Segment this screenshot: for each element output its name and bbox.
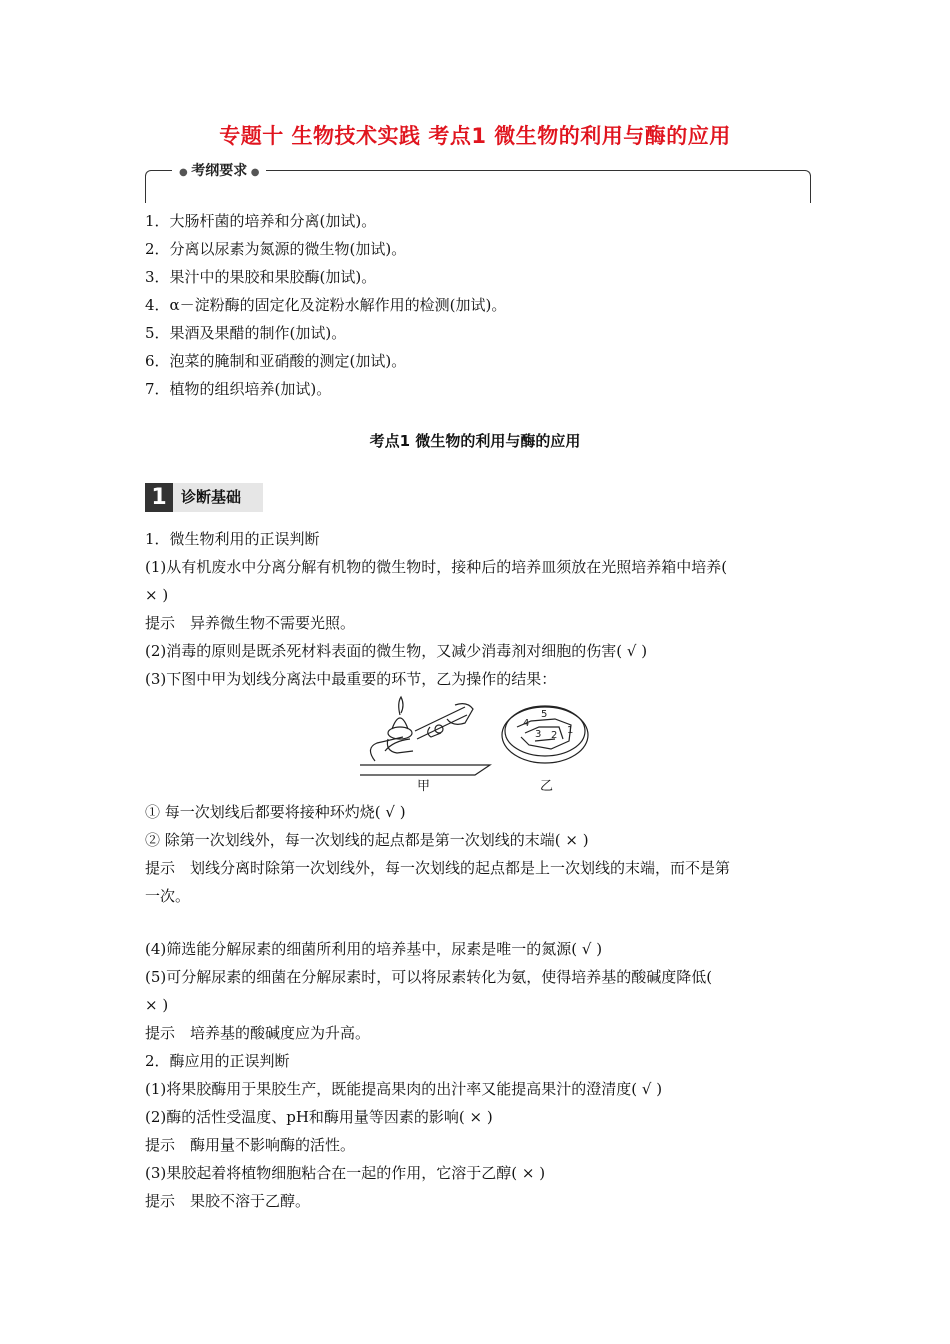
question-line: ① 每一次划线后都要将接种环灼烧( √ ) (145, 803, 406, 821)
answer-line: × ) (145, 996, 169, 1014)
syllabus-item: 3．果汁中的果胶和果胶酶(加试)。 (145, 268, 377, 286)
answer-line: × ) (145, 586, 169, 604)
figure-label-jia: 甲 (417, 779, 431, 794)
section-subtitle: 考点1 微生物的利用与酶的应用 (369, 432, 581, 450)
streak-plate-figure (355, 693, 605, 793)
question-line: (1)将果胶酶用于果胶生产，既能提高果肉的出汁率又能提高果汁的澄清度( √ ) (145, 1080, 663, 1098)
hint-line: 一次。 (145, 887, 191, 905)
hint-line: 提示 划线分离时除第一次划线外，每一次划线的起点都是上一次划线的末端，而不是第 (145, 859, 731, 877)
question-line: (3)下图中甲为划线分离法中最重要的环节，乙为操作的结果： (145, 670, 557, 688)
hint-line: 提示 培养基的酸碱度应为升高。 (145, 1024, 371, 1042)
streak-number: 3 (535, 729, 542, 740)
question-line: (2)消毒的原则是既杀死材料表面的微生物，又减少消毒剂对细胞的伤害( √ ) (145, 642, 648, 660)
syllabus-label: 考纲要求 (191, 163, 248, 179)
syllabus-frame (145, 163, 811, 203)
question-line: (1)从有机废水中分离分解有机物的微生物时，接种后的培养皿须放在光照培养箱中培养( (145, 558, 728, 576)
section-badge (145, 483, 263, 512)
section-number: 1 (145, 483, 173, 512)
syllabus-item: 4．α－淀粉酶的固定化及淀粉水解作用的检测(加试)。 (145, 296, 507, 314)
page-title: 专题十 生物技术实践 考点1 微生物的利用与酶的应用 (219, 124, 731, 148)
question-line: (3)果胶起着将植物细胞粘合在一起的作用，它溶于乙醇( × ) (145, 1164, 546, 1182)
question-line: 1．微生物利用的正误判断 (145, 530, 320, 548)
figure-label-yi: 乙 (540, 779, 554, 794)
syllabus-item: 5．果酒及果醋的制作(加试)。 (145, 324, 347, 342)
streak-number: 2 (551, 730, 558, 741)
syllabus-item: 1．大肠杆菌的培养和分离(加试)。 (145, 212, 377, 230)
hint-line: 提示 酶用量不影响酶的活性。 (145, 1136, 356, 1154)
hint-line: 提示 果胶不溶于乙醇。 (145, 1192, 311, 1210)
hint-line: 提示 异养微生物不需要光照。 (145, 614, 356, 632)
question-line: (2)酶的活性受温度、pH和酶用量等因素的影响( × ) (145, 1108, 493, 1126)
bullet-icon: ● (247, 167, 260, 178)
question-line: (5)可分解尿素的细菌在分解尿素时，可以将尿素转化为氨，使得培养基的酸碱度降低( (145, 968, 713, 986)
question-line: (4)筛选能分解尿素的细菌所利用的培养基中，尿素是唯一的氮源( √ ) (145, 940, 603, 958)
figure-jia-drawing (355, 693, 605, 793)
syllabus-item: 2．分离以尿素为氮源的微生物(加试)。 (145, 240, 407, 258)
streak-number: 4 (523, 718, 530, 729)
question-line: 2．酶应用的正误判断 (145, 1052, 290, 1070)
streak-number: 5 (541, 709, 548, 720)
syllabus-item: 6．泡菜的腌制和亚硝酸的测定(加试)。 (145, 352, 407, 370)
question-line: ② 除第一次划线外，每一次划线的起点都是第一次划线的末端( × ) (145, 831, 589, 849)
syllabus-item: 7．植物的组织培养(加试)。 (145, 380, 332, 398)
bullet-icon: ● (179, 167, 192, 178)
section-label: 诊断基础 (181, 488, 242, 506)
syllabus-label-wrap (172, 160, 266, 180)
streak-number: 1 (567, 725, 574, 736)
